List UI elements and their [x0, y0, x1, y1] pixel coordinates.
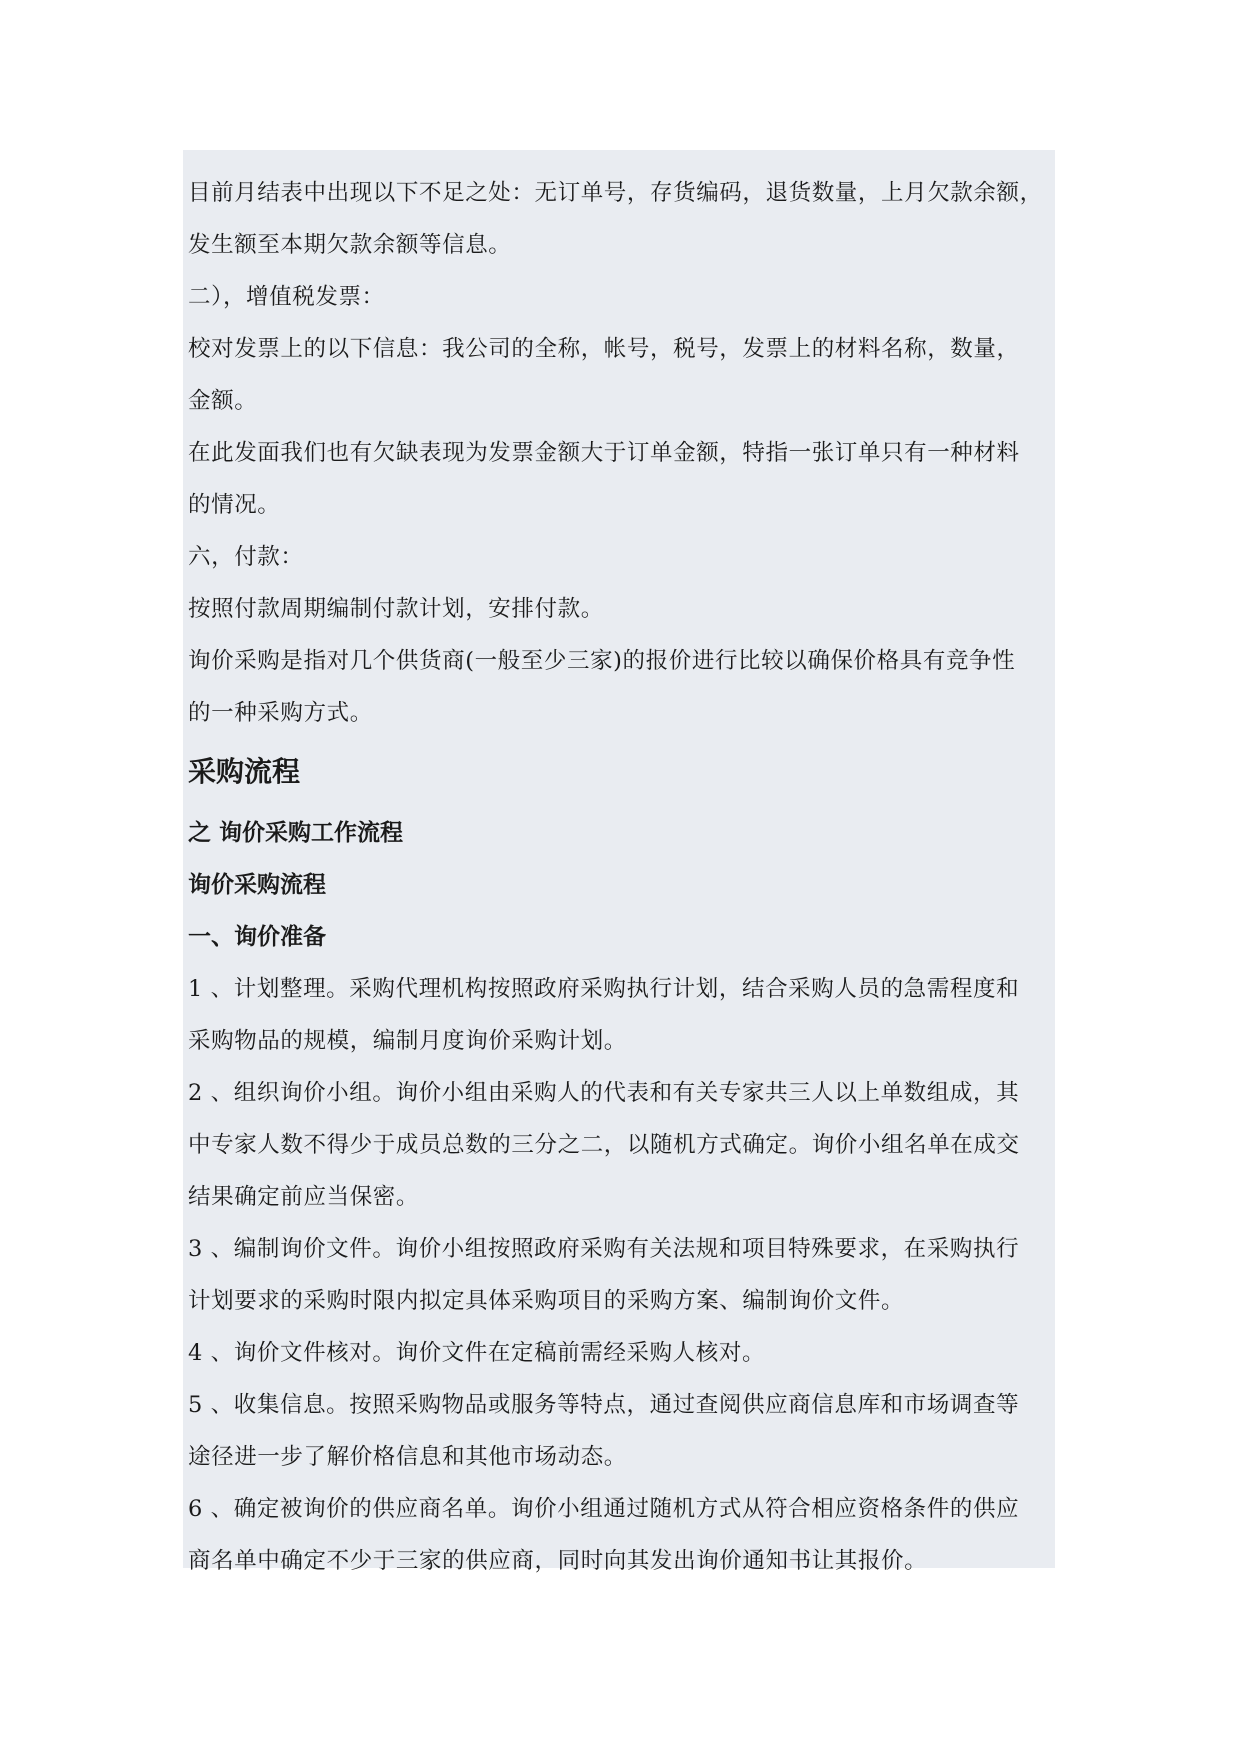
- document-page: [183, 150, 1055, 1574]
- paragraph-line: 询价采购是指对几个供货商(一般至少三家)的报价进行比较以确保价格具有竞争性: [188, 648, 1016, 674]
- paragraph-line: 目前月结表中出现以下不足之处：无订单号，存货编码，退货数量，上月欠款余额，: [188, 180, 1043, 206]
- paragraph-line: 6 、确定被询价的供应商名单。询价小组通过随机方式从符合相应资格条件的供应: [188, 1496, 1020, 1522]
- paragraph-line: 金额。: [188, 388, 258, 414]
- paragraph-line: 2 、组织询价小组。询价小组由采购人的代表和有关专家共三人以上单数组成，其: [188, 1080, 1020, 1106]
- paragraph-line: 途径进一步了解价格信息和其他市场动态。: [188, 1444, 627, 1470]
- paragraph-line: 3 、编制询价文件。询价小组按照政府采购有关法规和项目特殊要求，在采购执行: [188, 1236, 1020, 1262]
- paragraph-line: 按照付款周期编制付款计划，安排付款。: [188, 596, 604, 622]
- paragraph-line: 在此发面我们也有欠缺表现为发票金额大于订单金额，特指一张订单只有一种材料: [188, 440, 1020, 466]
- paragraph-line: 4 、询价文件核对。询价文件在定稿前需经采购人核对。: [188, 1340, 766, 1366]
- subsection-heading: 询价采购流程: [188, 872, 326, 898]
- paragraph-line: 采购物品的规模，编制月度询价采购计划。: [188, 1028, 627, 1054]
- paragraph-line: 商名单中确定不少于三家的供应商，同时向其发出询价通知书让其报价。: [188, 1548, 928, 1574]
- paragraph-line: 结果确定前应当保密。: [188, 1184, 420, 1210]
- subsection-heading: 一、询价准备: [188, 924, 326, 950]
- paragraph-line: 二），增值税发票：: [188, 284, 385, 310]
- paragraph-line: 计划要求的采购时限内拟定具体采购项目的采购方案、编制询价文件。: [188, 1288, 905, 1314]
- paragraph-line: 1 、计划整理。采购代理机构按照政府采购执行计划，结合采购人员的急需程度和: [188, 976, 1020, 1002]
- paragraph-line: 六，付款：: [188, 544, 304, 570]
- paragraph-line: 中专家人数不得少于成员总数的三分之二，以随机方式确定。询价小组名单在成交: [188, 1132, 1020, 1158]
- section-heading: 采购流程: [188, 755, 301, 788]
- paragraph-line: 的情况。: [188, 492, 281, 518]
- paragraph-line: 5 、收集信息。按照采购物品或服务等特点，通过查阅供应商信息库和市场调查等: [188, 1392, 1020, 1418]
- paragraph-line: 的一种采购方式。: [188, 700, 373, 726]
- paragraph-line: 校对发票上的以下信息：我公司的全称，帐号，税号，发票上的材料名称，数量，: [188, 336, 1020, 362]
- paragraph-line: 发生额至本期欠款余额等信息。: [188, 232, 512, 258]
- subsection-heading: 之 询价采购工作流程: [188, 820, 404, 846]
